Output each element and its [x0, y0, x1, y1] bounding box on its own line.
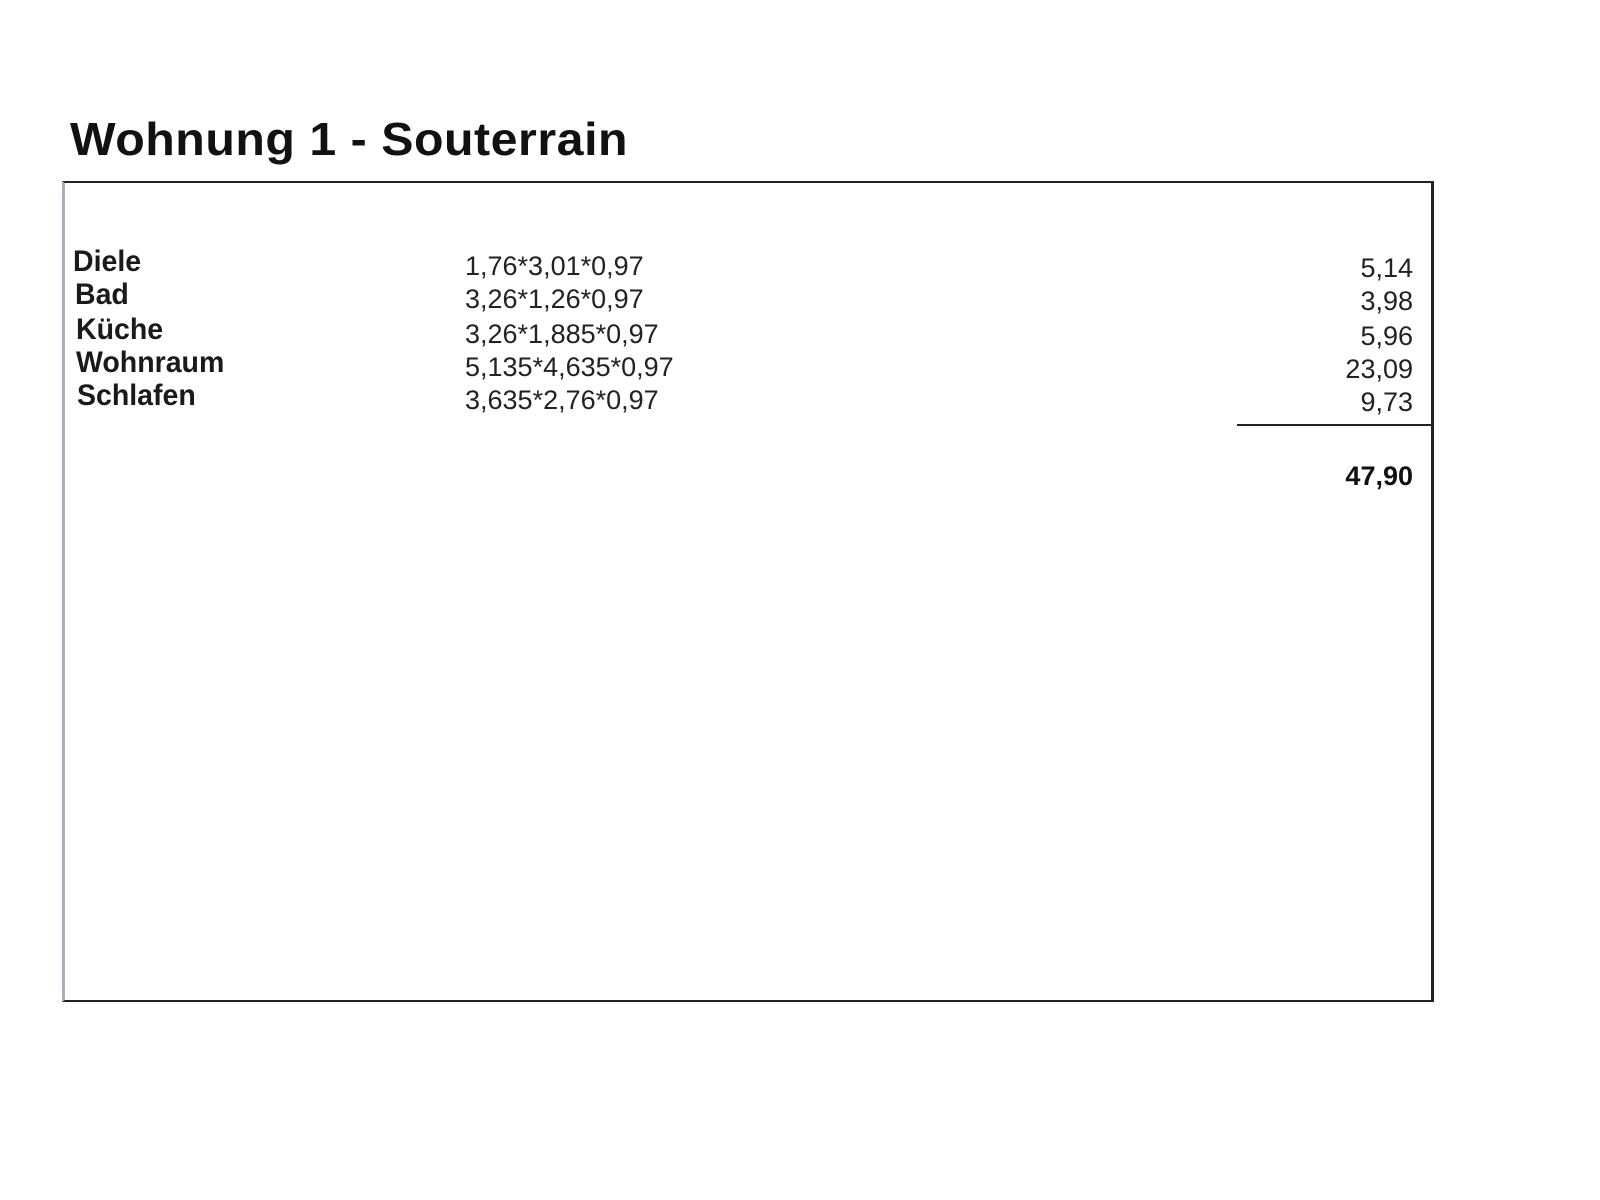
area-calculation-table	[62, 181, 1434, 1002]
page-title: Wohnung 1 - Souterrain	[70, 113, 629, 165]
room-area: 5,96	[1360, 321, 1413, 351]
room-name: Bad	[75, 278, 129, 311]
sum-divider	[1237, 424, 1433, 426]
room-area: 5,14	[1360, 253, 1413, 283]
room-area: 3,98	[1360, 286, 1413, 316]
table-row	[65, 313, 1431, 351]
room-name: Schlafen	[77, 379, 196, 412]
total-area: 47,90	[1345, 461, 1413, 491]
table-row	[65, 245, 1431, 283]
room-formula: 3,26*1,26*0,97	[465, 284, 644, 314]
table-row	[65, 278, 1431, 316]
room-name: Küche	[76, 313, 164, 346]
table-row	[65, 346, 1431, 384]
room-name: Wohnraum	[76, 346, 225, 379]
room-area: 23,09	[1345, 354, 1413, 384]
room-formula: 1,76*3,01*0,97	[465, 251, 644, 281]
room-name: Diele	[73, 245, 142, 278]
room-formula: 3,635*2,76*0,97	[465, 385, 659, 415]
table-row	[65, 379, 1431, 417]
room-area: 9,73	[1360, 387, 1413, 417]
room-formula: 5,135*4,635*0,97	[465, 352, 674, 382]
room-formula: 3,26*1,885*0,97	[465, 319, 659, 349]
